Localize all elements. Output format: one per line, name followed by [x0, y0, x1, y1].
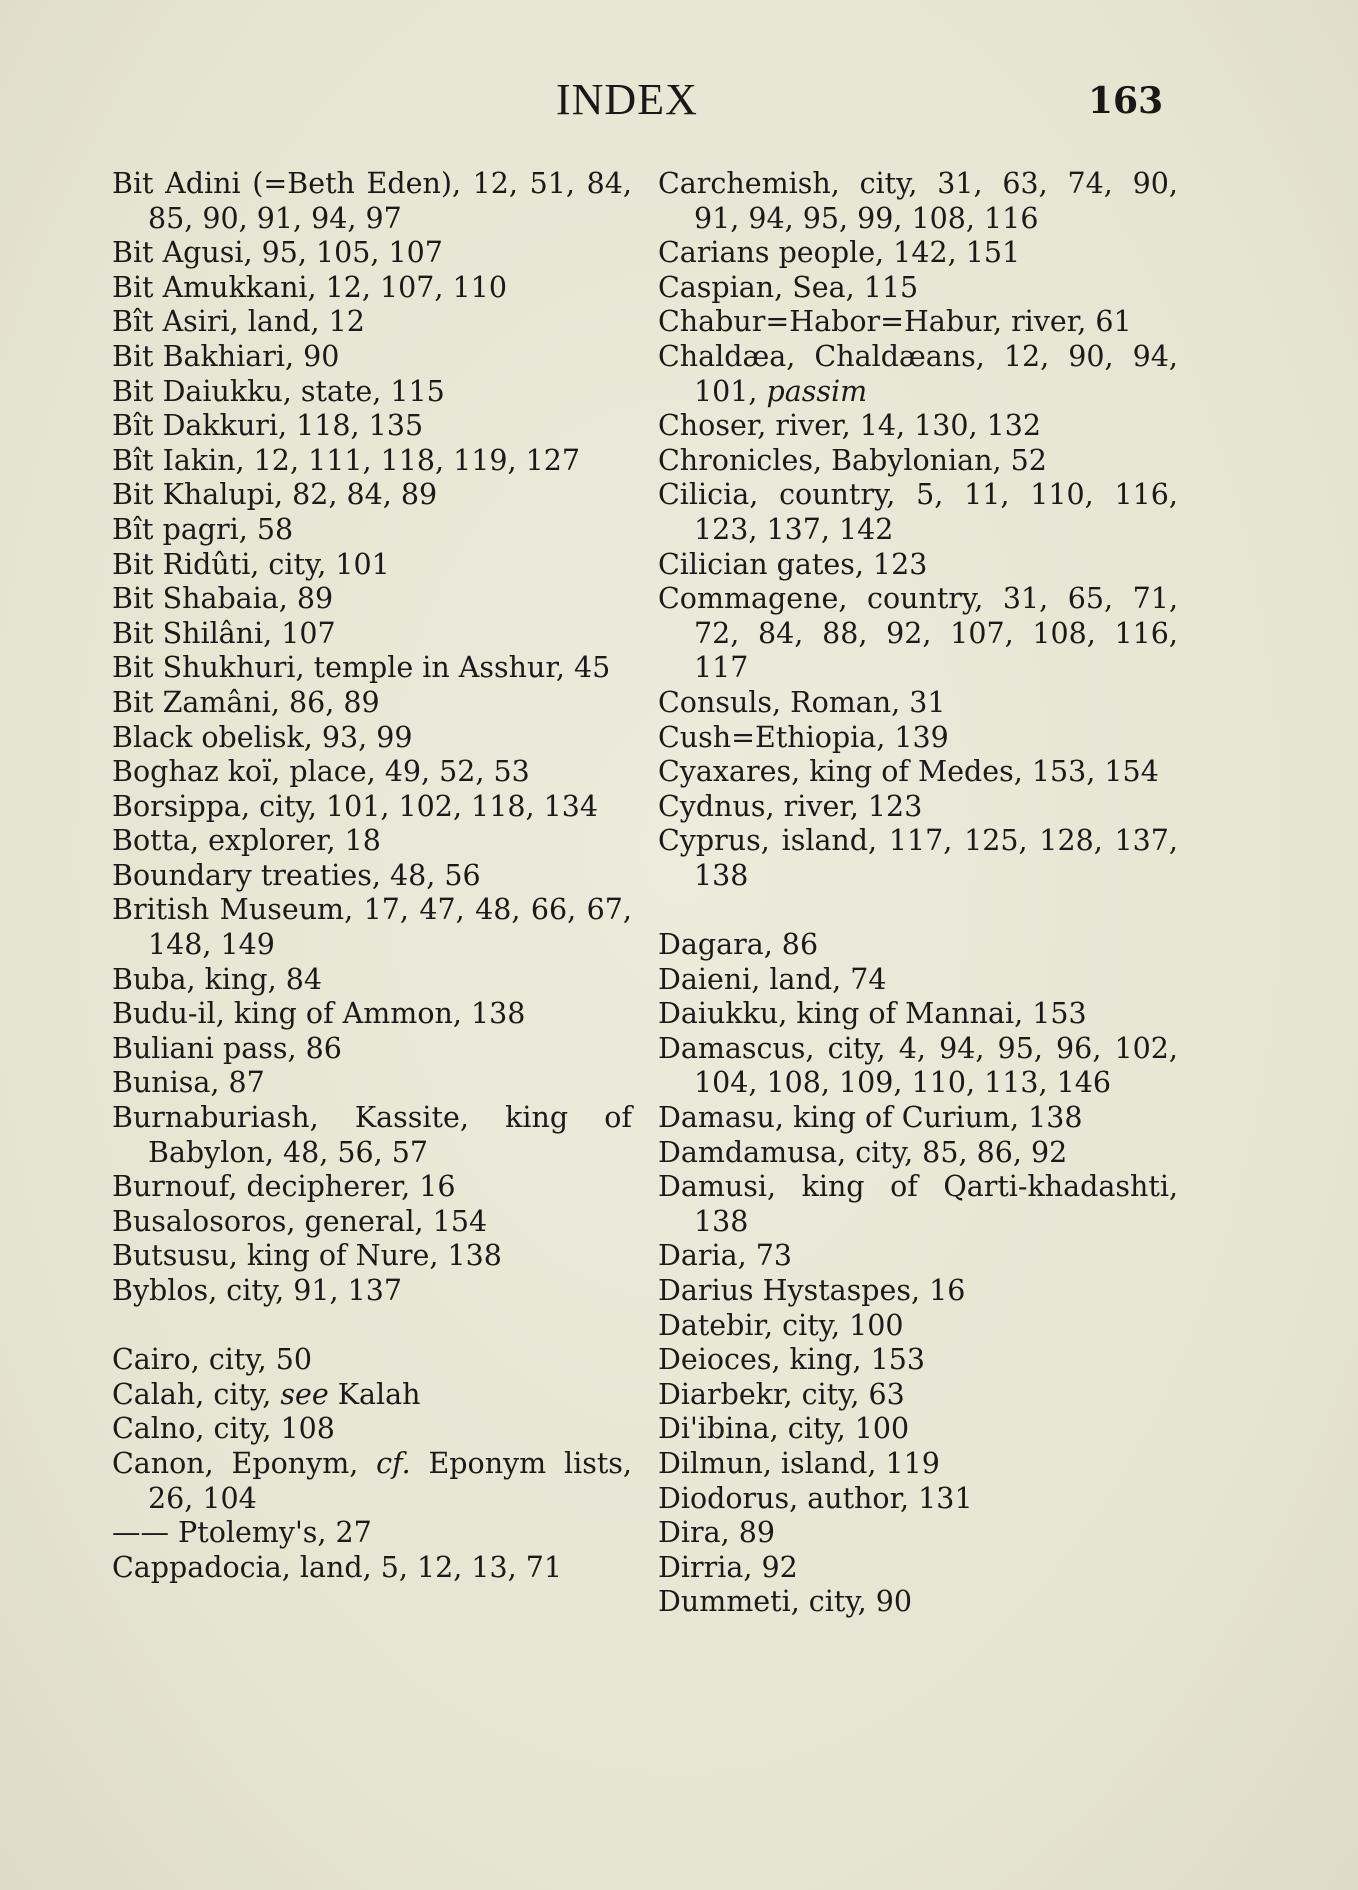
index-entry: Datebir, city, 100	[658, 1308, 904, 1342]
index-entry: Butsusu, king of Nure, 138	[112, 1239, 502, 1273]
index-entry: Chaldæa, Chaldæans, 12, 90, 94, 101, passim	[658, 339, 1178, 408]
index-entry: Budu-il, king of Ammon, 138	[112, 997, 526, 1031]
index-entry: Damascus, city, 4, 94, 95, 96, 102, 104, 108, 109, 110, 113, 146	[658, 1031, 1178, 1100]
index-entry: Chabur=Habor=Habur, river, 61	[658, 305, 1132, 339]
index-entry: Chronicles, Babylonian, 52	[658, 443, 1047, 477]
index-entry: Di'ibina, city, 100	[658, 1412, 910, 1446]
index-entry: —— Ptolemy's, 27	[112, 1516, 372, 1550]
index-entry: Burnouf, decipherer, 16	[112, 1170, 456, 1204]
index-entry: Daiukku, king of Mannai, 153	[658, 997, 1087, 1031]
index-entry: Bît Asiri, land, 12	[112, 305, 365, 339]
index-entry: Bit Agusi, 95, 105, 107	[112, 236, 443, 270]
index-entry: Calah, city, see Kalah	[112, 1377, 421, 1411]
index-entry: Cush=Ethiopia, 139	[658, 720, 949, 754]
index-entry: Bît Iakin, 12, 111, 118, 119, 127	[112, 443, 581, 477]
index-entry: Busalosoros, general, 154	[112, 1204, 488, 1238]
index-entry: Diarbekr, city, 63	[658, 1377, 905, 1411]
index-entry: Calno, city, 108	[112, 1412, 335, 1446]
index-entry: Deioces, king, 153	[658, 1343, 926, 1377]
index-entry: Commagene, country, 31, 65, 71, 72, 84, 88, 92, 107, 108, 116, 117	[658, 582, 1178, 685]
index-entry: Bit Shabaia, 89	[112, 582, 334, 616]
index-entry: Cilician gates, 123	[658, 547, 928, 581]
index-entry: Bit Bakhiari, 90	[112, 339, 340, 373]
index-entry: Dilmun, island, 119	[658, 1446, 940, 1480]
index-entry: Dira, 89	[658, 1516, 775, 1550]
index-entry: Damusi, king of Qarti-khadashti, 138	[658, 1170, 1178, 1238]
index-entry: Bit Ridûti, city, 101	[112, 547, 390, 581]
index-entry: Bit Shilâni, 107	[112, 616, 336, 650]
index-entry: Botta, explorer, 18	[112, 824, 381, 858]
index-entry: Darius Hystaspes, 16	[658, 1274, 966, 1307]
index-entry: Damasu, king of Curium, 138	[658, 1101, 1083, 1135]
index-entry: Caspian, Sea, 115	[658, 270, 919, 304]
index-entry: Daria, 73	[658, 1239, 792, 1273]
section-gap	[112, 1309, 632, 1344]
index-entry: Buliani pass, 86	[112, 1031, 342, 1065]
index-entry: Bît pagri, 58	[112, 512, 294, 546]
index-entry: Bit Shukhuri, temple in Asshur, 45	[112, 651, 611, 685]
index-entry: British Museum, 17, 47, 48, 66, 67, 148, 149	[112, 893, 632, 962]
index-entry: Cyaxares, king of Medes, 153, 154	[658, 755, 1159, 789]
index-entry: Canon, Eponym, cf. Eponym lists, 26, 104	[112, 1446, 632, 1515]
index-entry: Carians people, 142, 151	[658, 236, 1021, 270]
index-entry: Cyprus, island, 117, 125, 128, 137, 138	[658, 824, 1178, 892]
index-entry: Byblos, city, 91, 137	[112, 1274, 403, 1307]
index-entry: Cilicia, country, 5, 11, 110, 116, 123, 137, 142	[658, 478, 1178, 546]
index-entry: Consuls, Roman, 31	[658, 685, 946, 719]
index-entry: Damdamusa, city, 85, 86, 92	[658, 1135, 1068, 1169]
index-entry: Boghaz koï, place, 49, 52, 53	[112, 755, 530, 789]
running-head: INDEX	[556, 75, 698, 124]
index-entry: Daieni, land, 74	[658, 962, 887, 996]
index-entry: Bunisa, 87	[112, 1066, 265, 1100]
index-entry: Cairo, city, 50	[112, 1343, 313, 1377]
index-entry: Borsippa, city, 101, 102, 118, 134	[112, 789, 598, 823]
index-entry: Dummeti, city, 90	[658, 1585, 913, 1619]
index-entry: Diodorus, author, 131	[658, 1481, 973, 1515]
index-entry: Choser, river, 14, 130, 132	[658, 409, 1042, 443]
index-entry: Black obelisk, 93, 99	[112, 720, 413, 754]
index-entry: Bit Zamâni, 86, 89	[112, 685, 380, 719]
index-entry: Bit Amukkani, 12, 107, 110	[112, 270, 507, 304]
index-entry: Bit Adini (=Beth Eden), 12, 51, 84, 85, 90, 91, 94, 97	[112, 167, 632, 235]
index-entry: Boundary treaties, 48, 56	[112, 858, 481, 892]
index-entry: Cappadocia, land, 5, 12, 13, 71	[112, 1550, 562, 1584]
index-entry: Bît Dakkuri, 118, 135	[112, 409, 424, 443]
page-number: 163	[1088, 80, 1164, 122]
index-entry: Buba, king, 84	[112, 962, 323, 996]
index-entry: Cydnus, river, 123	[658, 789, 923, 823]
section-gap	[658, 893, 1178, 928]
index-entry: Burnaburiash, Kassite, king of Babylon, 48, 56, 57	[112, 1101, 632, 1169]
index-entry: Carchemish, city, 31, 63, 74, 90, 91, 94, 95, 99, 108, 116	[658, 167, 1178, 235]
index-column-right	[658, 167, 1178, 1620]
index-entry: Bit Khalupi, 82, 84, 89	[112, 478, 438, 512]
index-entry: Bit Daiukku, state, 115	[112, 374, 445, 408]
index-entry: Dagara, 86	[658, 928, 819, 962]
index-column-left	[112, 167, 632, 1585]
index-entry: Dirria, 92	[658, 1550, 798, 1584]
